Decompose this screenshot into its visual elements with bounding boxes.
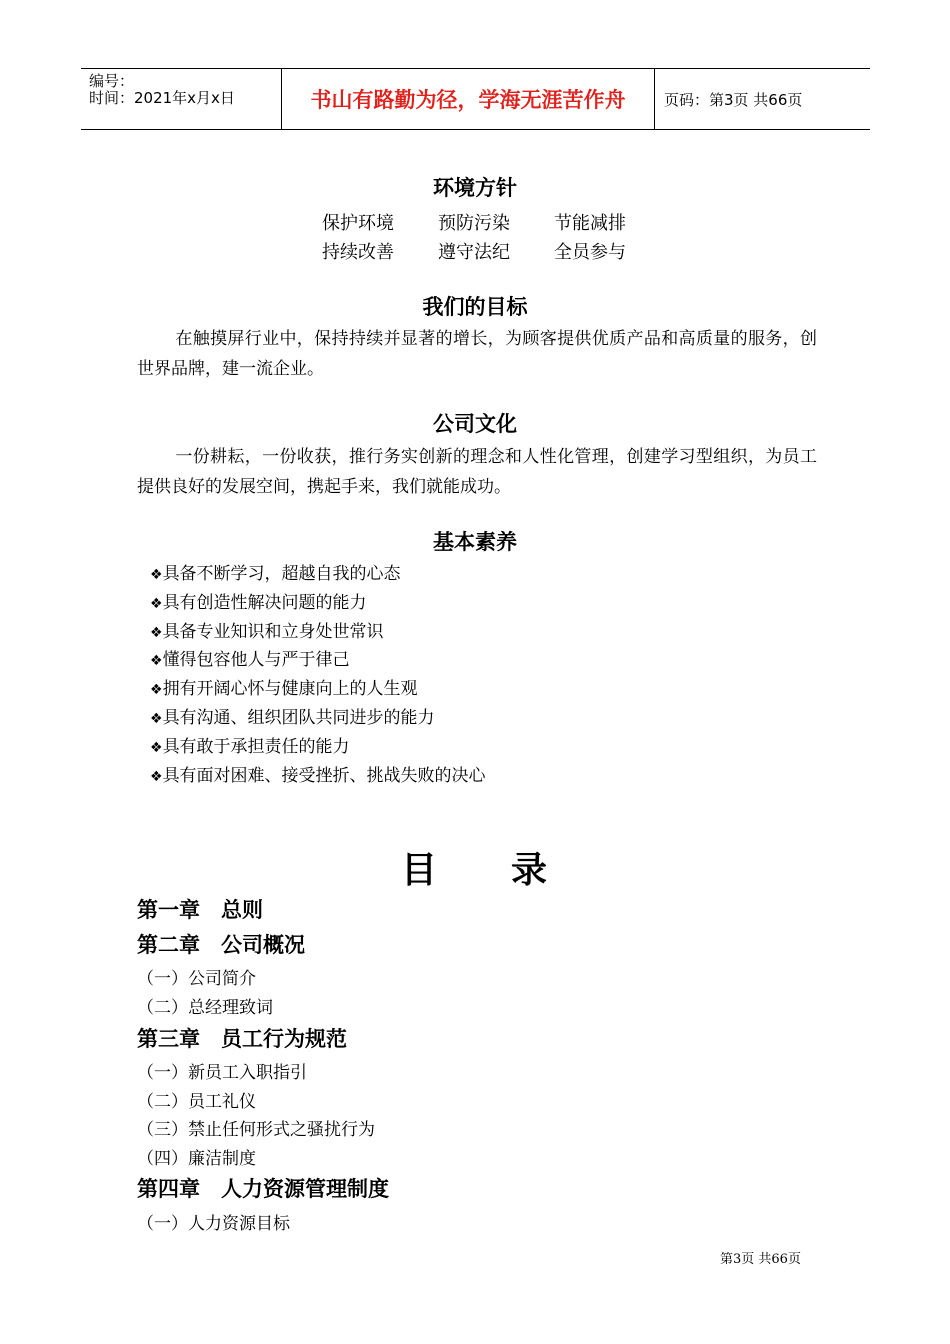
diamond-bullet-icon: ❖ [150,682,163,699]
diamond-bullet-icon: ❖ [150,624,163,641]
toc-chapter[interactable]: 第三章 员工行为规范 [137,1027,347,1051]
toc-section[interactable]: （二）员工礼仪 [137,1092,256,1112]
list-item: ❖具有面对困难、接受挫折、挑战失败的决心 [150,765,486,786]
list-item: ❖具备不断学习，超越自我的心态 [150,564,401,584]
policy-row-2 [322,238,670,264]
policy-row-1 [322,209,670,235]
header-motto: 书山有路勤为径，学海无涯苦作舟 [282,69,655,129]
number-label: 编号： [89,72,135,90]
list-item: ❖具备专业知识和立身处世常识 [150,621,384,642]
policy-item: 全员参与 [554,242,626,263]
goal-title: 我们的目标 [422,295,528,319]
policy-item: 预防污染 [438,213,510,234]
diamond-bullet-icon: ❖ [150,739,163,756]
diamond-bullet-icon: ❖ [150,595,163,612]
goal-paragraph [137,324,817,384]
list-item: ❖拥有开阔心怀与健康向上的人生观 [150,679,418,700]
qualities-title: 基本素养 [433,530,517,554]
culture-paragraph [137,442,817,502]
policy-title: 环境方针 [433,176,517,200]
list-item: ❖具有创造性解决问题的能力 [150,592,367,613]
diamond-bullet-icon: ❖ [150,710,163,727]
toc-chapter[interactable]: 第一章 总则 [137,898,263,922]
toc-section[interactable]: （一）公司简介 [137,969,256,989]
time-label: 时间：2021年x月x日 [89,89,235,107]
header-page-info: 页码：第3页 共66页 [664,90,803,109]
goal-text: 在触摸屏行业中，保持持续并显著的增长，为顾客提供优质产品和高质量的服务，创世界品牌，建一流企业。 [137,329,817,379]
toc-section[interactable]: （三）禁止任何形式之骚扰行为 [137,1120,375,1140]
toc-chapter[interactable]: 第四章 人力资源管理制度 [137,1177,389,1201]
policy-item: 节能减排 [554,213,626,234]
policy-item: 持续改善 [322,242,394,263]
diamond-bullet-icon: ❖ [150,567,163,583]
page-footer: 第3页 共66页 [720,1252,801,1267]
toc-section[interactable]: （二）总经理致词 [137,998,273,1018]
list-item: ❖具有沟通、组织团队共同进步的能力 [150,707,435,728]
page-header [81,68,870,130]
culture-title: 公司文化 [433,412,517,436]
toc-section[interactable]: （四）廉洁制度 [137,1149,256,1169]
toc-section[interactable]: （一）新员工入职指引 [137,1063,307,1083]
list-item: ❖具有敢于承担责任的能力 [150,736,350,757]
toc-chapter[interactable]: 第二章 公司概况 [137,933,305,957]
diamond-bullet-icon: ❖ [150,653,163,670]
qualities-list [150,560,486,790]
policy-item: 保护环境 [322,213,394,234]
toc-title: 目 录 [400,850,550,891]
toc-section[interactable]: （一）人力资源目标 [137,1214,290,1234]
list-item: ❖懂得包容他人与严于律己 [150,650,350,671]
diamond-bullet-icon: ❖ [150,768,163,785]
header-meta-cell [81,69,282,129]
policy-item: 遵守法纪 [438,242,510,263]
culture-text: 一份耕耘，一份收获，推行务实创新的理念和人性化管理，创建学习型组织，为员工提供良好的发展空间，携起手来，我们就能成功。 [137,447,817,497]
